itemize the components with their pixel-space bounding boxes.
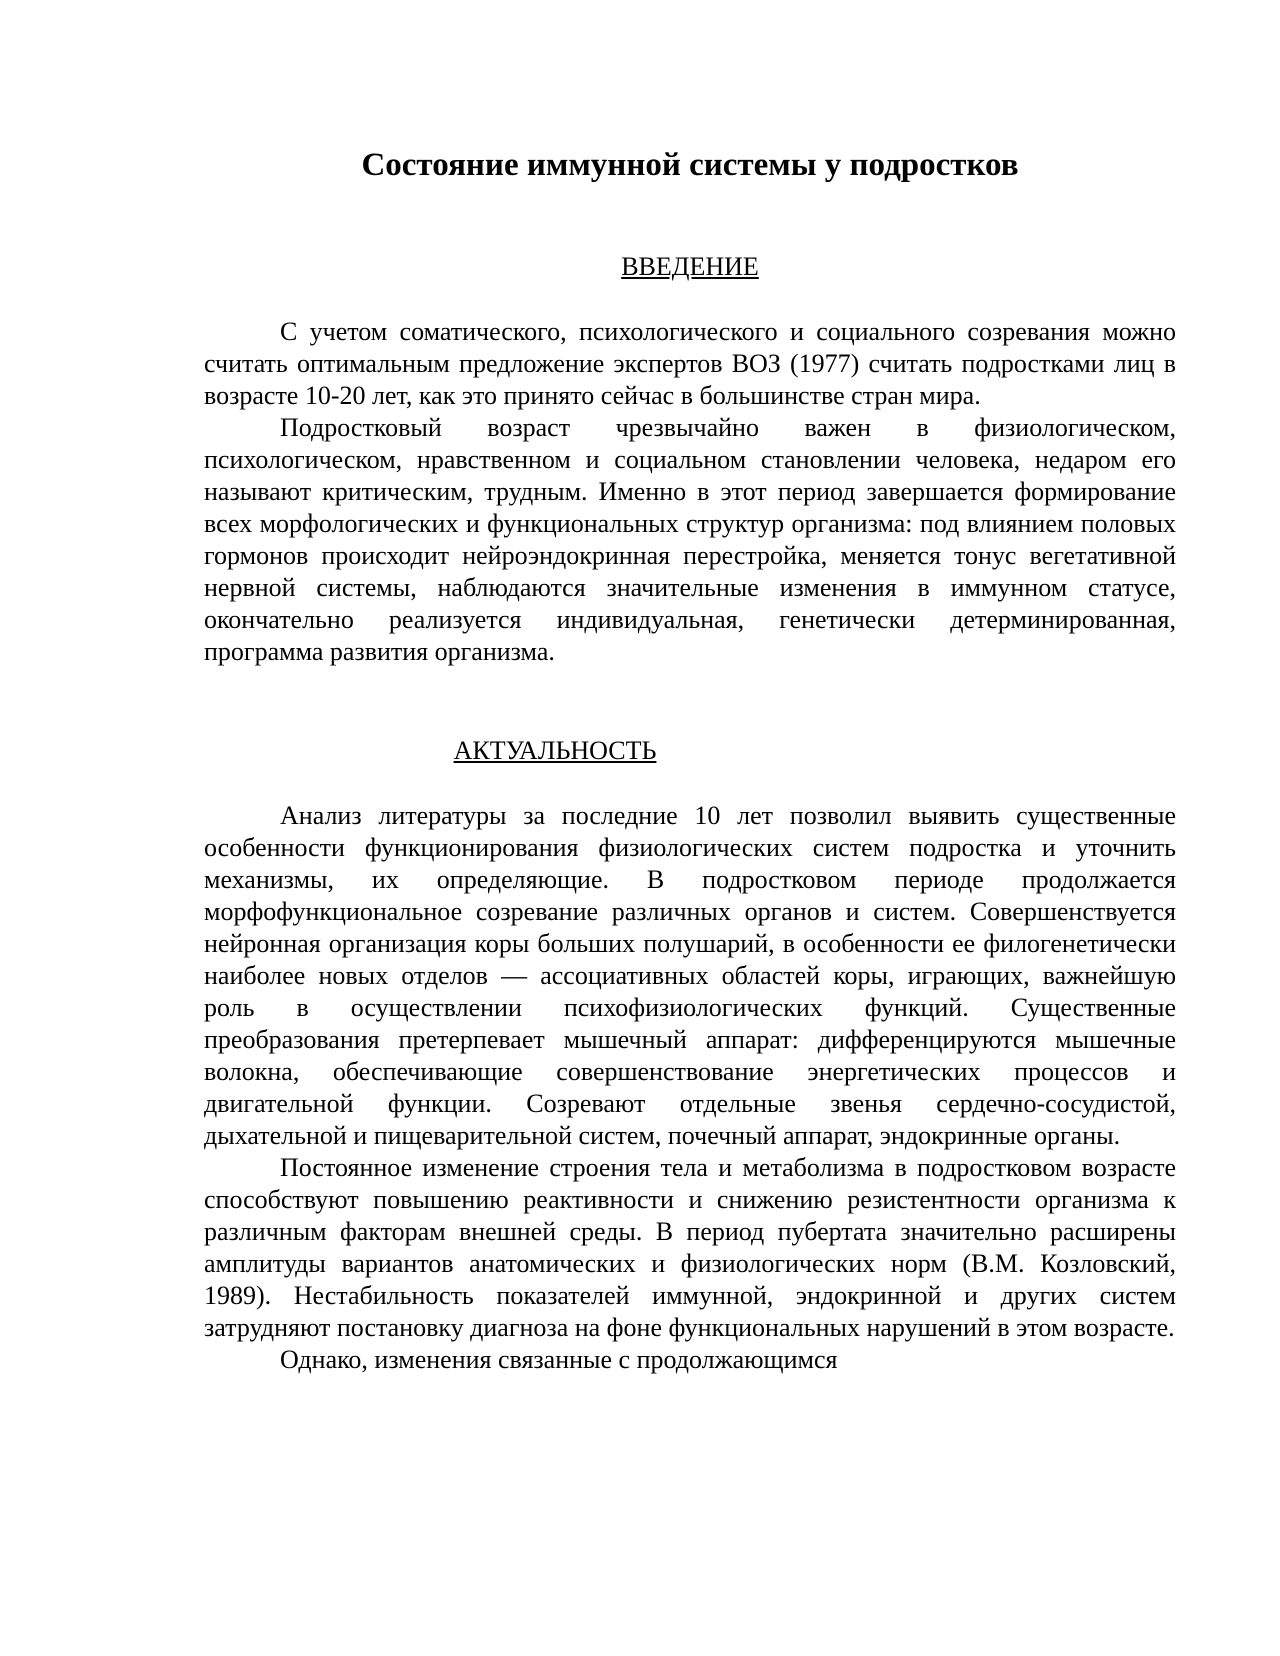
document-title: Состояние иммунной системы у подростков <box>361 147 1019 183</box>
paragraph: Подростковый возраст чрезвычайно важен в физиологическом, психологическом, нравственном и социальном становлении человека, недаром его называют критическим, трудным. Именно в этот период завершается формирование всех морфологических и функциональных структур организма: под влиянием половых гормонов происходит нейроэндокринная перестройка, меняется тонус вегетативной нервной системы, наблюдаются значительные изменения в иммунном статусе, окончательно реализуется индивидуальная, генетически детерминированная, программа развития организма. <box>204 413 1176 666</box>
paragraph: Постоянное изменение строения тела и метаболизма в подростковом возрасте способствуют повышению реактивности и снижению резистентности организма к различным факторам внешней среды. В период пубертата значительно расширены амплитуды вариантов анатомических и физиологических норм (В.М. Козловский, 1989). Нестабильность показателей иммунной, эндокринной и других систем затрудняют постановку диагноза на фоне функциональных нарушений в этом возрасте. <box>204 1153 1176 1342</box>
section-body-introduction <box>204 316 1176 668</box>
section-heading-text: ВВЕДЕНИЕ <box>621 252 759 281</box>
section-body-relevance <box>204 800 1176 1376</box>
section-heading-relevance <box>200 735 1180 767</box>
section-heading-introduction <box>200 251 1180 283</box>
paragraph: Анализ литературы за последние 10 лет позволил выявить существенные особенности функционирования физиологических систем подростка и уточнить механизмы, их определяющие. В подростковом периоде продолжается морфофункциональное созревание различных органов и систем. Совершенствуется нейронная организация коры больших полушарий, в особенности ее филогенетически наиболее новых отделов — ассоциативных областей коры, играющих, важнейшую роль в осуществлении психофизиологических функций. Существенные преобразования претерпевает мышечный аппарат: дифференцируются мышечные волокна, обеспечивающие совершенствование энергетических процессов и двигательной функции. Созревают отдельные звенья сердечно-сосудистой, дыхательной и пищеварительной систем, почечный аппарат, эндокринные органы. <box>204 801 1176 1150</box>
heading-underline-filler <box>656 735 926 767</box>
paragraph: С учетом соматического, психологического и социального созревания можно считать оптимальным предложение экспертов ВОЗ (1977) считать подростками лиц в возрасте 10-20 лет, как это принято сейчас в большинстве стран мира. <box>204 317 1176 410</box>
paragraph: Однако, изменения связанные с продолжающимся <box>280 1345 838 1374</box>
section-heading-text: АКТУАЛЬНОСТЬ <box>453 736 657 765</box>
